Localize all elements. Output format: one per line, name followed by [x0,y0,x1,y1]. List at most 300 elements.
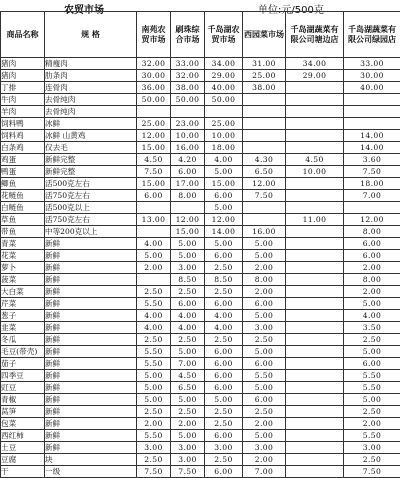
price-cell: 2.00 [243,262,286,274]
price-cell [243,142,286,154]
product-name-cell: 鸡蛋 [1,154,45,166]
price-cell: 34.00 [205,58,243,70]
price-cell [137,106,171,118]
price-cell [243,106,286,118]
spec-cell: 新鲜 [45,334,137,346]
price-cell: 15.00 [205,178,243,190]
spec-cell: 新鲜 [45,406,137,418]
price-cell: 2.00 [243,286,286,298]
table-row [1,226,400,238]
table-row [1,382,400,394]
price-cell [205,106,243,118]
price-cell: 12.00 [344,214,400,226]
column-header-market-xiyuan: 西园菜市场 [243,12,286,58]
price-cell: 15.00 [137,142,171,154]
price-cell [286,454,344,466]
price-cell: 4.00 [137,238,171,250]
spec-cell: 中等200克以上 [45,226,137,238]
product-name-cell: 花鲢鱼 [1,190,45,202]
price-cell: 6.00 [205,250,243,262]
price-cell: 5.00 [137,370,171,382]
price-cell: 3.50 [344,322,400,334]
table-row [1,346,400,358]
price-cell: 5.00 [171,250,205,262]
product-name-cell: 羊肉 [1,106,45,118]
price-cell: 8.00 [171,190,205,202]
price-cell [286,274,344,286]
price-cell: 4.00 [205,322,243,334]
product-name-cell: 带鱼 [1,226,45,238]
spec-cell: 新鲜完整 [45,166,137,178]
price-cell [286,298,344,310]
spec-cell: 冰鲜 [45,118,137,130]
price-cell: 6.50 [243,166,286,178]
price-cell [286,418,344,430]
price-cell [286,286,344,298]
product-name-cell: 白条鸡 [1,142,45,154]
spec-cell: 新鲜 [45,382,137,394]
table-row [1,358,400,370]
price-cell: 2.50 [243,334,286,346]
price-cell: 6.00 [205,298,243,310]
table-row [1,70,400,82]
price-cell [137,226,171,238]
price-cell [286,334,344,346]
product-name-cell: 饲料鸡 [1,130,45,142]
price-cell [286,226,344,238]
price-cell [243,94,286,106]
price-cell: 6.00 [205,358,243,370]
product-name-cell: 芹菜 [1,298,45,310]
price-cell [286,118,344,130]
product-name-cell: 豇豆 [1,382,45,394]
table-row [1,190,400,202]
price-cell: 5.00 [243,346,286,358]
price-cell: 6.00 [344,250,400,262]
price-cell [137,202,171,214]
price-cell [286,106,344,118]
price-cell: 3.00 [171,454,205,466]
product-name-cell: 毛豆(带壳) [1,346,45,358]
price-cell: 6.00 [205,430,243,442]
price-cell: 33.00 [344,58,400,70]
table-row [1,274,400,286]
price-cell: 4.00 [171,310,205,322]
table-row [1,418,400,430]
price-cell: 5.00 [171,238,205,250]
price-cell [286,310,344,322]
product-name-cell: 猪肉 [1,70,45,82]
price-cell: 8.00 [344,274,400,286]
price-cell: 5.00 [171,346,205,358]
product-name-cell: 牛肉 [1,94,45,106]
price-cell: 40.00 [205,82,243,94]
spec-cell: 新鲜 [45,262,137,274]
spec-cell: 一级 [45,466,137,478]
spec-cell: 连骨肉 [45,82,137,94]
price-cell: 32.00 [137,58,171,70]
price-cell: 5.00 [171,394,205,406]
table-row [1,322,400,334]
spec-cell: 新鲜 [45,442,137,454]
price-cell: 17.00 [171,178,205,190]
price-cell: 33.00 [171,58,205,70]
price-cell: 4.00 [344,310,400,322]
price-cell: 5.00 [205,394,243,406]
product-name-cell: 四季豆 [1,370,45,382]
price-cell [286,142,344,154]
price-cell: 38.00 [171,82,205,94]
price-cell [137,274,171,286]
product-name-cell: 青菜 [1,238,45,250]
spec-cell: 新鲜 [45,358,137,370]
price-cell: 5.50 [243,370,286,382]
table-row [1,130,400,142]
price-cell: 6.00 [243,298,286,310]
price-cell: 5.00 [344,394,400,406]
price-cell: 5.00 [243,382,286,394]
price-cell: 2.50 [243,406,286,418]
price-cell [286,370,344,382]
product-name-cell: 韭菜 [1,322,45,334]
price-cell: 3.00 [344,442,400,454]
spec-cell: 新鲜 [45,322,137,334]
price-cell: 3.00 [205,442,243,454]
price-cell: 2.00 [344,286,400,298]
price-cell: 5.50 [137,358,171,370]
spec-cell: 新鲜 [45,418,137,430]
price-cell: 2.00 [171,418,205,430]
price-cell: 14.00 [205,226,243,238]
price-cell: 5.50 [344,382,400,394]
price-cell [286,406,344,418]
table-row [1,82,400,94]
price-cell: 2.50 [171,406,205,418]
price-cell: 25.00 [205,118,243,130]
price-cell [286,190,344,202]
price-cell [286,394,344,406]
price-cell: 31.00 [243,58,286,70]
spec-cell: 肋条肉 [45,70,137,82]
price-cell: 2.00 [344,262,400,274]
price-cell: 2.00 [243,418,286,430]
price-cell: 4.20 [171,154,205,166]
product-name-cell: 葱子 [1,310,45,322]
price-cell: 3.00 [243,442,286,454]
column-header-store-lvyuan: 千岛湖蔬菜有限公司绿园店 [344,12,400,58]
price-cell: 8.00 [344,226,400,238]
price-cell [344,94,400,106]
price-cell [171,202,205,214]
price-cell [286,250,344,262]
column-header-market-shuazhu: 刷珠综合市场 [171,12,205,58]
table-row [1,442,400,454]
price-cell: 2.50 [205,418,243,430]
price-cell: 5.00 [243,430,286,442]
price-cell: 5.00 [205,166,243,178]
price-cell: 7.00 [243,466,286,478]
price-cell: 6.00 [205,370,243,382]
table-row [1,310,400,322]
price-cell: 4.30 [243,154,286,166]
price-cell: 6.00 [344,358,400,370]
table-row [1,166,400,178]
price-cell: 2.00 [243,454,286,466]
price-cell: 4.00 [137,322,171,334]
price-cell: 16.00 [243,226,286,238]
price-cell: 7.50 [171,466,205,478]
price-cell: 6.00 [171,298,205,310]
price-cell: 2.00 [344,418,400,430]
price-cell [286,382,344,394]
product-name-cell: 冬瓜 [1,334,45,346]
product-name-cell: 鲫鱼 [1,178,45,190]
price-cell: 18.00 [344,178,400,190]
price-cell: 5.50 [137,298,171,310]
spec-cell: 活500克以上 [45,202,137,214]
price-cell: 2.50 [137,334,171,346]
price-cell: 50.00 [171,94,205,106]
product-name-cell: 鸭蛋 [1,166,45,178]
price-cell: 7.00 [171,358,205,370]
price-cell: 12.00 [137,130,171,142]
spec-cell: 新鲜 [45,370,137,382]
price-cell: 2.50 [205,406,243,418]
price-cell: 5.00 [171,430,205,442]
price-cell: 4.00 [171,322,205,334]
product-name-cell: 花菜 [1,250,45,262]
price-cell [286,130,344,142]
price-cell: 4.50 [137,154,171,166]
price-cell: 14.00 [344,142,400,154]
spec-cell: 仅去毛 [45,142,137,154]
price-cell: 25.00 [137,118,171,130]
price-cell [286,238,344,250]
price-cell: 5.00 [137,382,171,394]
price-cell: 2.50 [137,406,171,418]
price-cell: 50.00 [137,94,171,106]
price-cell: 10.00 [286,166,344,178]
spec-cell: 新鲜 [45,430,137,442]
price-cell [243,130,286,142]
price-cell [286,82,344,94]
price-cell: 7.50 [243,190,286,202]
price-cell: 5.00 [344,346,400,358]
table-row [1,214,400,226]
table-row [1,262,400,274]
price-cell: 2.50 [137,454,171,466]
price-cell: 18.00 [205,142,243,154]
price-cell [243,214,286,226]
price-cell: 13.00 [137,214,171,226]
spec-cell: 活750克左右 [45,190,137,202]
price-cell: 5.50 [137,346,171,358]
price-cell [286,178,344,190]
price-cell [286,322,344,334]
price-cell: 5.00 [243,250,286,262]
price-cell: 5.50 [344,370,400,382]
price-cell: 8.00 [243,274,286,286]
spec-cell: 精瘦肉 [45,58,137,70]
price-cell: 2.50 [137,286,171,298]
table-row [1,58,400,70]
price-cell: 2.50 [171,286,205,298]
price-cell: 2.50 [205,262,243,274]
price-cell: 32.00 [171,70,205,82]
product-name-cell: 白鲢鱼 [1,202,45,214]
spec-cell: 去骨纯肉 [45,106,137,118]
price-cell: 6.00 [137,190,171,202]
product-name-cell: 干 [1,466,45,478]
price-cell: 30.00 [344,70,400,82]
price-cell: 8.50 [171,274,205,286]
table-row [1,118,400,130]
table-row [1,334,400,346]
product-name-cell: 莴笋 [1,406,45,418]
table-row [1,154,400,166]
product-name-cell: 青椒 [1,394,45,406]
price-cell: 25.00 [243,70,286,82]
price-table-body [1,58,400,478]
product-name-cell: 茄子 [1,358,45,370]
product-name-cell: 萝卜 [1,262,45,274]
product-name-cell: 豆腐 [1,454,45,466]
price-cell [286,346,344,358]
price-cell: 5.00 [205,202,243,214]
price-cell: 5.50 [344,430,400,442]
price-cell: 4.00 [205,310,243,322]
price-cell: 2.50 [205,334,243,346]
price-cell: 3.00 [171,442,205,454]
spec-cell: 活750克左右 [45,214,137,226]
spec-cell: 新鲜完整 [45,154,137,166]
price-cell: 8.50 [205,274,243,286]
spec-cell: 新鲜 [45,238,137,250]
product-name-cell: 饲料鸭 [1,118,45,130]
price-cell: 12.00 [171,214,205,226]
column-header-store-tangbian: 千岛湖蔬菜有限公司塘边店 [286,12,344,58]
price-cell [286,430,344,442]
price-cell: 5.00 [243,238,286,250]
price-cell: 2.50 [344,454,400,466]
table-row [1,286,400,298]
price-cell: 12.00 [205,214,243,226]
price-cell: 10.00 [205,130,243,142]
price-cell: 7.00 [344,190,400,202]
price-cell: 5.00 [205,238,243,250]
price-cell [286,358,344,370]
spec-cell: 新鲜 [45,286,137,298]
price-cell: 4.50 [171,370,205,382]
spec-cell: 新鲜 [45,394,137,406]
price-cell: 2.50 [205,286,243,298]
price-cell: 38.00 [243,82,286,94]
report-title: 农贸市场 [64,1,104,16]
price-cell: 6.00 [243,358,286,370]
spec-cell: 新鲜 [45,346,137,358]
product-name-cell: 包菜 [1,418,45,430]
spec-cell: 去骨纯肉 [45,94,137,106]
price-cell: 6.00 [171,166,205,178]
price-cell: 14.00 [344,130,400,142]
price-cell: 5.00 [137,250,171,262]
price-cell [286,442,344,454]
price-cell: 4.00 [137,310,171,322]
table-row [1,298,400,310]
price-cell: 15.00 [137,178,171,190]
spec-cell: 新鲜 [45,250,137,262]
price-cell: 6.00 [205,466,243,478]
product-name-cell: 土豆 [1,442,45,454]
price-cell: 6.00 [205,346,243,358]
price-cell [344,118,400,130]
spec-cell: 新鲜 [45,274,137,286]
price-cell: 2.00 [137,262,171,274]
price-cell: 2.50 [344,406,400,418]
price-cell: 6.50 [171,382,205,394]
price-cell: 6.00 [205,190,243,202]
price-cell: 40.00 [344,82,400,94]
price-cell: 29.00 [286,70,344,82]
table-row [1,394,400,406]
price-cell [344,202,400,214]
product-name-cell: 丁排 [1,82,45,94]
table-row [1,202,400,214]
price-cell: 5.00 [243,310,286,322]
price-cell: 3.00 [243,322,286,334]
price-cell: 11.00 [286,214,344,226]
price-cell: 12.00 [243,178,286,190]
table-row [1,94,400,106]
price-cell: 2.50 [171,334,205,346]
column-header-product: 商品名称 [1,12,45,58]
price-cell: 16.00 [171,142,205,154]
column-header-market-qiandaohu: 千岛湖农贸市场 [205,12,243,58]
price-cell: 3.00 [137,442,171,454]
table-row [1,142,400,154]
spec-cell: 冰鲜 山黄鸡 [45,130,137,142]
product-name-cell: 菠菜 [1,274,45,286]
price-table [0,11,400,478]
price-cell: 34.00 [286,58,344,70]
table-row [1,430,400,442]
table-row [1,106,400,118]
price-cell: 23.00 [171,118,205,130]
price-cell [344,106,400,118]
table-row [1,406,400,418]
price-cell: 5.50 [137,430,171,442]
price-cell: 3.00 [171,262,205,274]
price-cell: 7.50 [344,466,400,478]
product-name-cell: 西红柿 [1,430,45,442]
spec-cell: 活500克左右 [45,178,137,190]
price-cell: 7.50 [137,166,171,178]
spec-cell: 块 [45,454,137,466]
price-cell: 30.00 [137,70,171,82]
price-cell: 50.00 [205,94,243,106]
header-row [1,12,400,58]
price-cell: 3.60 [344,154,400,166]
price-cell [286,94,344,106]
price-cell: 5.00 [344,298,400,310]
price-cell [286,202,344,214]
product-name-cell: 草鱼 [1,214,45,226]
price-cell: 6.00 [243,394,286,406]
table-row [1,454,400,466]
price-cell: 10.00 [171,130,205,142]
price-cell: 36.00 [137,82,171,94]
column-header-market-nanyuan: 南苑农贸市场 [137,12,171,58]
